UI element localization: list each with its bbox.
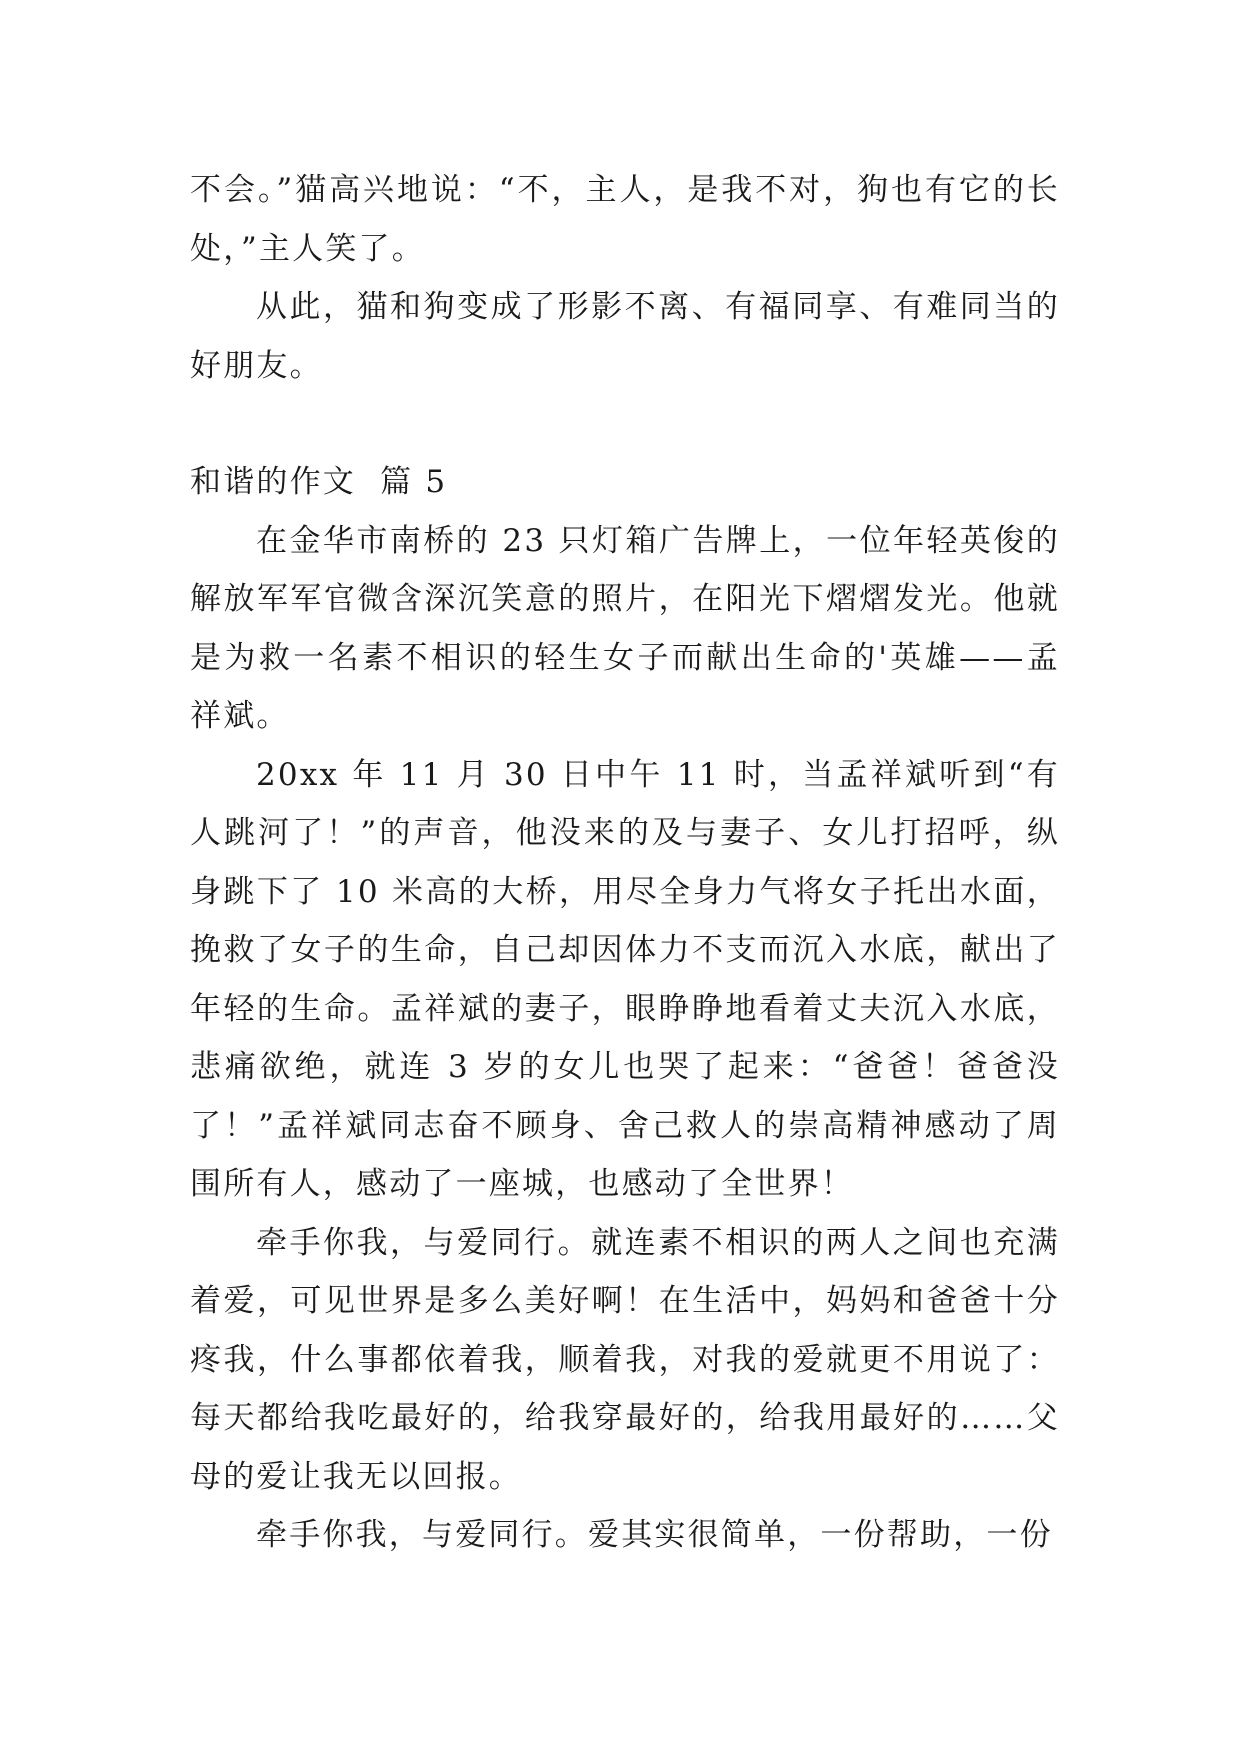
section-heading: 和谐的作文 篇 5 [190,464,448,500]
paragraph: 牵手你我，与爱同行。爱其实很简单，一份帮助，一份 [256,1517,1053,1553]
paragraph: 牵手你我，与爱同行。就连素不相识的两人之间也充满着爱，可见世界是多么美好啊！在生活中，妈妈和爸爸十分疼我，什么事都依着我，顺着我，对我的爱就更不用说了：每天都给我吃最好的，给我穿最好的，给我用最好的……父母的爱让我无以回报。 [190,1224,1060,1495]
document-body [190,161,1060,1565]
paragraph: 从此，猫和狗变成了形影不离、有福同享、有难同当的好朋友。 [190,289,1060,384]
paragraph-continuation: 不会。”猫高兴地说：“不，主人，是我不对，狗也有它的长处，”主人笑了。 [190,172,1060,267]
paragraph: 在金华市南桥的 23 只灯箱广告牌上，一位年轻英俊的解放军军官微含深沉笑意的照片，在阳光下熠熠发光。他就是为救一名素不相识的轻生女子而献出生命的'英雄——孟祥斌。 [190,522,1060,734]
paragraph: 20xx 年 11 月 30 日中午 11 时，当孟祥斌听到“有人跳河了！”的声音，他没来的及与妻子、女儿打招呼，纵身跳下了 10 米高的大桥，用尽全身力气将女子托出水面，挽救了女子的生命，自己却因体力不支而沉入水底，献出了年轻的生命。孟祥斌的妻子，眼睁睁地看着丈夫沉入水底，悲痛欲绝，就连 3 岁的女儿也哭了起来：“爸爸！爸爸没了！”孟祥斌同志奋不顾身、舍己救人的崇高精神感动了周围所有人，感动了一座城，也感动了全世界！ [190,756,1060,1202]
